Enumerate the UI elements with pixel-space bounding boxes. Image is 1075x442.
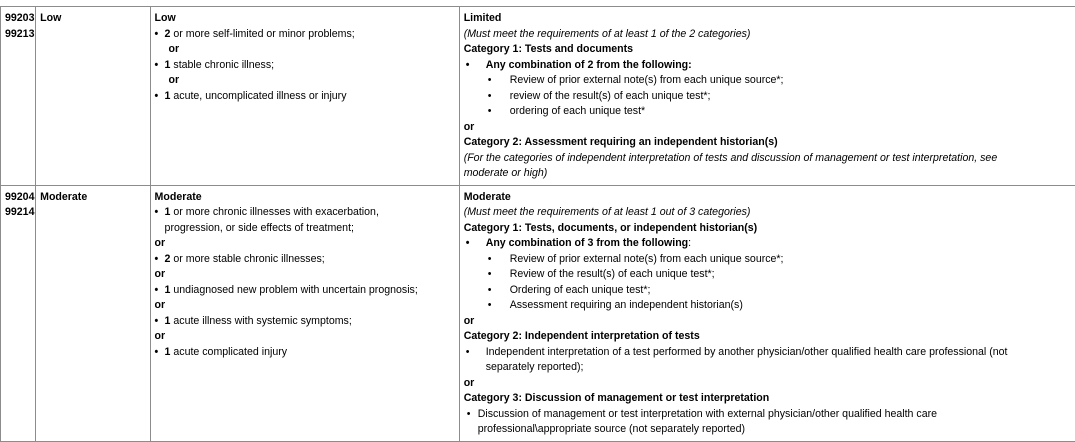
or-label: or (464, 120, 1070, 136)
category-item: • Review of prior external note(s) from each unique source*; (464, 252, 1070, 268)
or-label: or (464, 376, 1070, 392)
problems-heading: Low (155, 11, 454, 27)
code: 99203 (5, 11, 35, 27)
category-item: • Assessment requiring an independent historian(s) (464, 298, 1070, 314)
problem-item: • 1 undiagnosed new problem with uncertain prognosis; (155, 283, 454, 299)
level-cell: Low (36, 7, 150, 186)
code: 99214 (5, 205, 35, 221)
or-label: or (155, 42, 454, 58)
category-item: • Review of prior external note(s) from each unique source*; (464, 73, 1070, 89)
or-label: or (464, 314, 1070, 330)
or-label: or (155, 267, 454, 283)
category-item-continuation: separately reported); (464, 360, 1070, 376)
or-label: or (155, 298, 454, 314)
problems-cell (150, 185, 459, 441)
category-heading: Category 2: Assessment requiring an independent historian(s) (464, 135, 1070, 151)
data-note: (Must meet the requirements of at least 1 out of 3 categories) (464, 205, 1070, 221)
code: 99213 (5, 27, 35, 43)
data-note: (Must meet the requirements of at least 1 of the 2 categories) (464, 27, 1070, 43)
category-subheading: • Any combination of 2 from the following: (464, 58, 1070, 74)
category-heading: Category 1: Tests and documents (464, 42, 1070, 58)
data-heading: Moderate (464, 190, 1070, 206)
category-item: • Discussion of management or test interpretation with external physician/other qualified health care (464, 407, 1070, 423)
code-cell (1, 185, 36, 441)
category-note: moderate or high) (464, 166, 1070, 182)
code: 99204 (5, 190, 35, 206)
problem-item: • 1 stable chronic illness; (155, 58, 454, 74)
data-cell (459, 7, 1075, 186)
problem-item: • 1 or more chronic illnesses with exacerbation, (155, 205, 454, 221)
or-label: or (155, 73, 454, 89)
category-heading: Category 1: Tests, documents, or independent historian(s) (464, 221, 1070, 237)
category-note: (For the categories of independent interpretation of tests and discussion of management or test interpretation, see (464, 151, 1070, 167)
category-item: • review of the result(s) of each unique test*; (464, 89, 1070, 105)
category-item: • ordering of each unique test* (464, 104, 1070, 120)
problem-item: • 2 or more self-limited or minor problems; (155, 27, 454, 43)
code-cell (1, 7, 36, 186)
mdm-table (0, 6, 1075, 442)
problem-item: • 1 acute illness with systemic symptoms; (155, 314, 454, 330)
category-item: • Ordering of each unique test*; (464, 283, 1070, 299)
table-row-low (1, 7, 1075, 186)
or-label: or (155, 329, 454, 345)
or-label: or (155, 236, 454, 252)
problem-item: • 1 acute complicated injury (155, 345, 454, 361)
problems-heading: Moderate (155, 190, 454, 206)
problem-item-continuation: progression, or side effects of treatment; (155, 221, 454, 237)
data-heading: Limited (464, 11, 1070, 27)
level-cell: Moderate (36, 185, 150, 441)
category-heading: Category 2: Independent interpretation of tests (464, 329, 1070, 345)
data-cell (459, 185, 1075, 441)
category-heading: Category 3: Discussion of management or test interpretation (464, 391, 1070, 407)
category-item: • Independent interpretation of a test performed by another physician/other qualified health care professional (not (464, 345, 1070, 361)
category-subheading: • Any combination of 3 from the following: (464, 236, 1070, 252)
table-row-moderate (1, 185, 1075, 441)
problem-item: • 2 or more stable chronic illnesses; (155, 252, 454, 268)
problem-item: • 1 acute, uncomplicated illness or injury (155, 89, 454, 105)
problems-cell (150, 7, 459, 186)
category-item-continuation: professional\appropriate source (not separately reported) (464, 422, 1070, 438)
category-item: • Review of the result(s) of each unique test*; (464, 267, 1070, 283)
